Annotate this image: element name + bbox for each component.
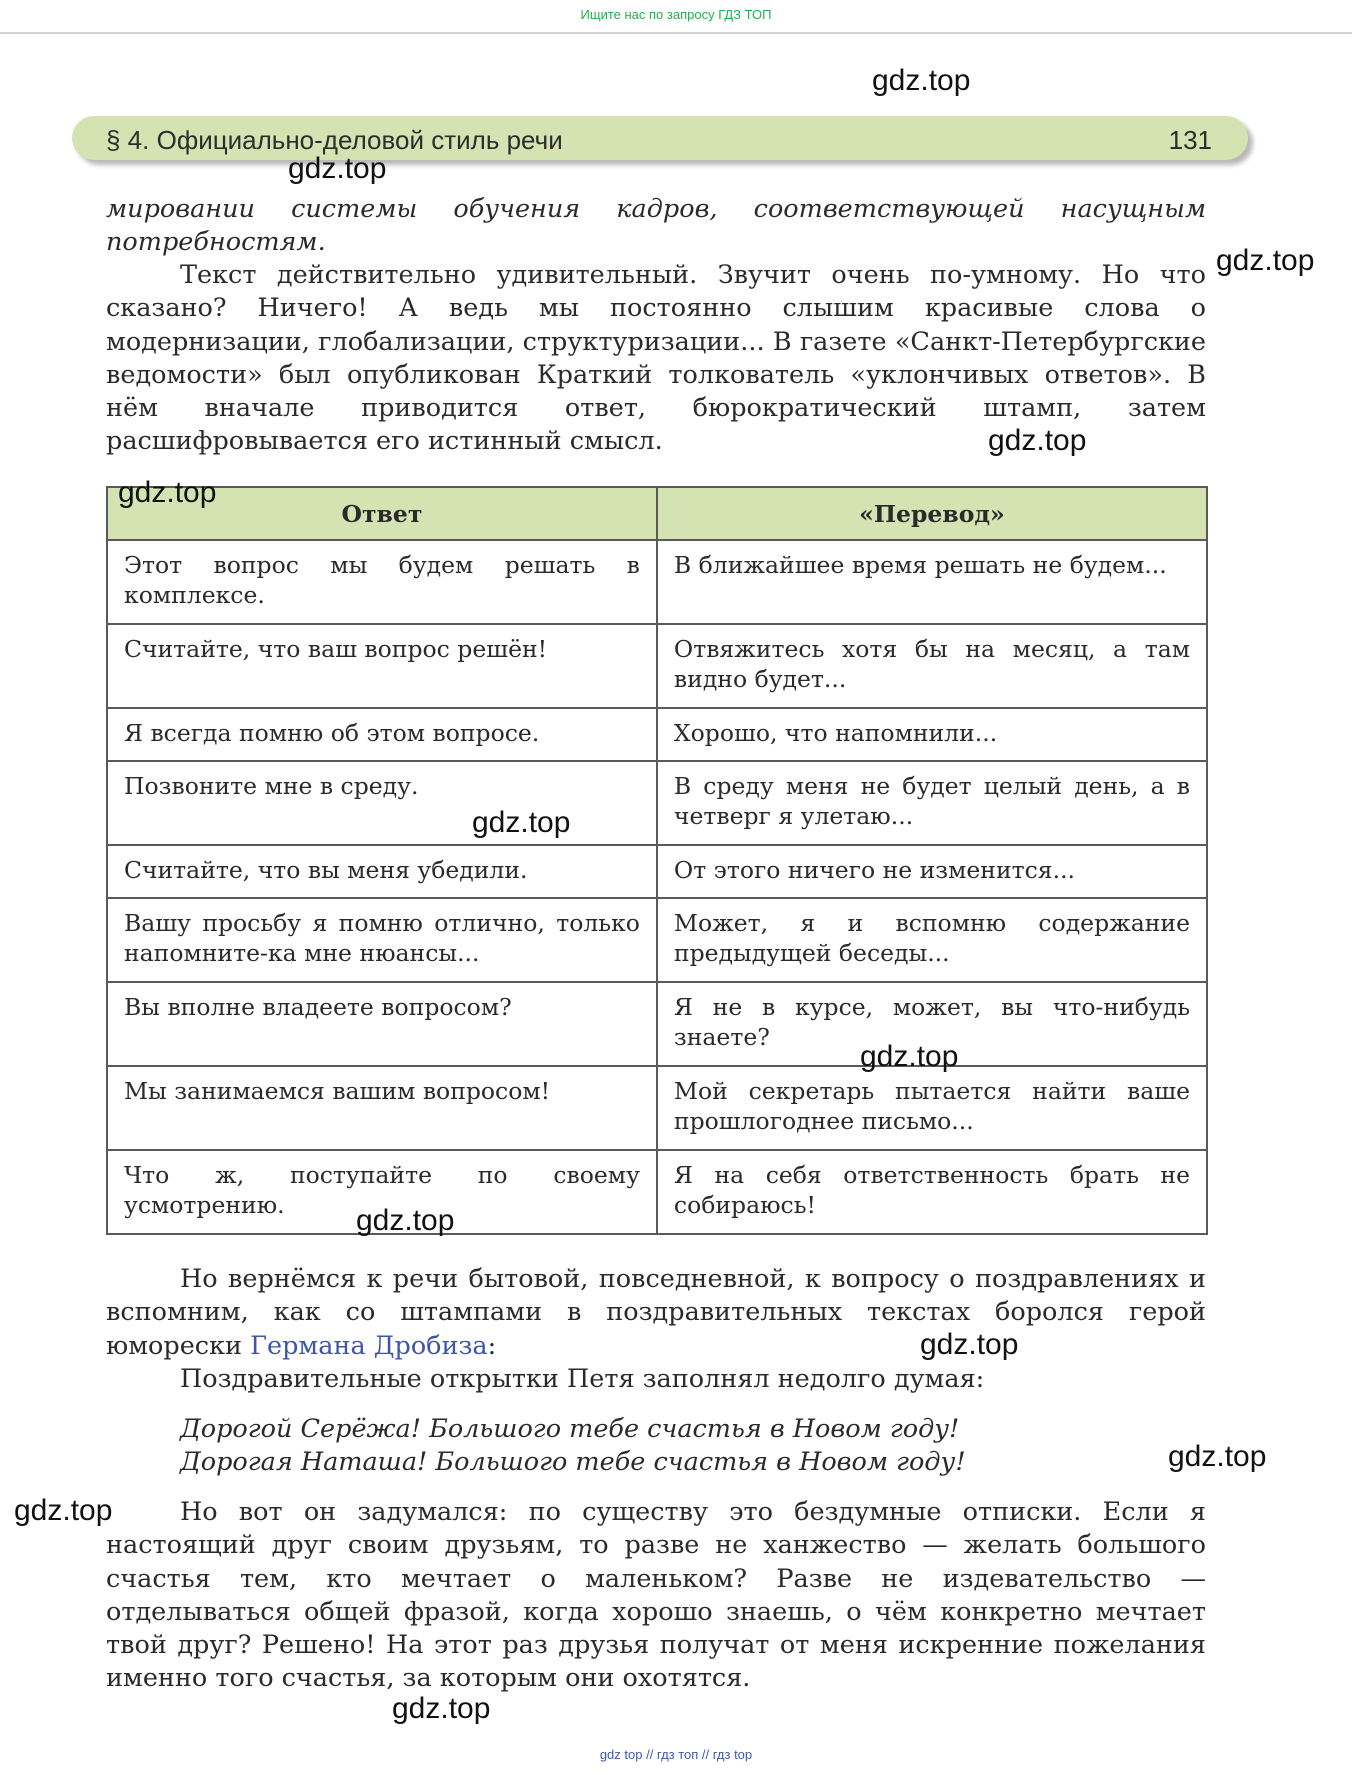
answer-cell: Я всегда помню об этом вопросе. [107, 708, 657, 761]
answer-cell: Считайте, что вы меня убедили. [107, 845, 657, 898]
watermark: gdz.top [392, 1692, 491, 1725]
answer-cell: Считайте, что ваш вопрос решён! [107, 624, 657, 708]
watermark: gdz.top [118, 476, 217, 509]
section-header [72, 116, 1248, 160]
table-header-row [107, 487, 1207, 540]
table-row [107, 540, 1207, 624]
top-banner [0, 0, 1352, 34]
translation-cell: Я на себя ответственность брать не собираюсь! [657, 1150, 1207, 1234]
translation-cell: В ближайшее время решать не будем... [657, 540, 1207, 624]
watermark: gdz.top [988, 424, 1087, 457]
watermark: gdz.top [472, 806, 571, 839]
translation-cell: В среду меня не будет целый день, а в четверг я улетаю... [657, 761, 1207, 845]
translation-cell: От этого ничего не изменится... [657, 845, 1207, 898]
answer-cell: Мы занимаемся вашим вопросом! [107, 1066, 657, 1150]
translation-cell: Хорошо, что напомнили... [657, 708, 1207, 761]
paragraph-return-to-everyday [106, 1263, 1206, 1363]
section-title: § 4. Официально-деловой стиль речи [106, 125, 563, 155]
paragraph-reflection: Но вот он задумался: по существу это бездумные отписки. Если я настоящий друг своим друзьям, то разве не ханжество — желать большого счастья тем, кто мечтает о маленьком? Разве не издевательство — отделываться общей фразой, когда хорошо знаешь, о чём конкретно мечтает твой друг? Решено! На этот раз друзья получат от меня искренние пожелания именно того счастья, за которым они охотятся. [106, 1497, 1206, 1694]
translation-cell: Мой секретарь пытается найти ваше прошлогоднее письмо... [657, 1066, 1207, 1150]
quote-line-2: Дорогая Наташа! Большого тебе счастья в Новом году! [180, 1447, 966, 1477]
paragraph-postcards: Поздравительные открытки Петя заполнял недолго думая: [180, 1364, 985, 1394]
column-header-answer: Ответ [107, 487, 657, 540]
watermark: gdz.top [356, 1204, 455, 1237]
answer-cell: Вашу просьбу я помню отлично, только напомните-ка мне нюансы... [107, 898, 657, 982]
watermark: gdz.top [1216, 244, 1315, 277]
table-row [107, 624, 1207, 708]
table-row [107, 845, 1207, 898]
translation-cell: Может, я и вспомню содержание предыдущей беседы... [657, 898, 1207, 982]
table-row [107, 1066, 1207, 1150]
column-header-translation: «Перевод» [657, 487, 1207, 540]
answer-cell: Этот вопрос мы будем решать в комплексе. [107, 540, 657, 624]
table-row [107, 1150, 1207, 1234]
watermark: gdz.top [920, 1328, 1019, 1361]
watermark: gdz.top [860, 1040, 959, 1073]
paragraph-text: Но вернёмся к речи бытовой, повседневной, к вопросу о поздравлениях и вспомним, как со штампами в поздравительных текстах боролся герой юморески [106, 1264, 1206, 1361]
translation-cell: Я не в курсе, может, вы что-нибудь знаете? [657, 982, 1207, 1066]
watermark: gdz.top [288, 152, 387, 185]
table-row [107, 708, 1207, 761]
answer-cell: Вы вполне владеете вопросом? [107, 982, 657, 1066]
paragraph-colon: : [487, 1330, 497, 1361]
italic-continuation: мировании системы обучения кадров, соответствующей насущным потребностям. [106, 194, 1206, 258]
top-banner-text: Ищите нас по запросу ГДЗ ТОП [580, 7, 772, 22]
watermark: gdz.top [1168, 1440, 1267, 1473]
watermark: gdz.top [872, 64, 971, 97]
page-number: 131 [1168, 125, 1212, 155]
table-row [107, 898, 1207, 982]
table-row [107, 761, 1207, 845]
table-row [107, 982, 1207, 1066]
answers-table [106, 486, 1208, 1235]
intro-paragraph: Текст действительно удивительный. Звучит очень по-умному. Но что сказано? Ничего! А ведь мы постоянно слышим красивые слова о модернизации, глобализации, структуризации... В газете «Санкт-Петербургские ведомости» был опубликован Краткий толкователь «уклончивых ответов». В нём вначале приводится ответ, бюрократический штамп, затем расшифровывается его истинный смысл. [106, 260, 1206, 457]
translation-cell: Отвяжитесь хотя бы на месяц, а там видно будет... [657, 624, 1207, 708]
watermark: gdz.top [14, 1494, 113, 1527]
footer-links[interactable]: gdz top // гдз топ // гдз top [599, 1747, 753, 1762]
author-link[interactable]: Германа Дробиза [250, 1330, 488, 1361]
quote-line-1: Дорогой Серёжа! Большого тебе счастья в Новом году! [180, 1414, 960, 1444]
answer-cell: Позвоните мне в среду. [107, 761, 657, 845]
answer-cell: Что ж, поступайте по своему усмотрению. [107, 1150, 657, 1234]
